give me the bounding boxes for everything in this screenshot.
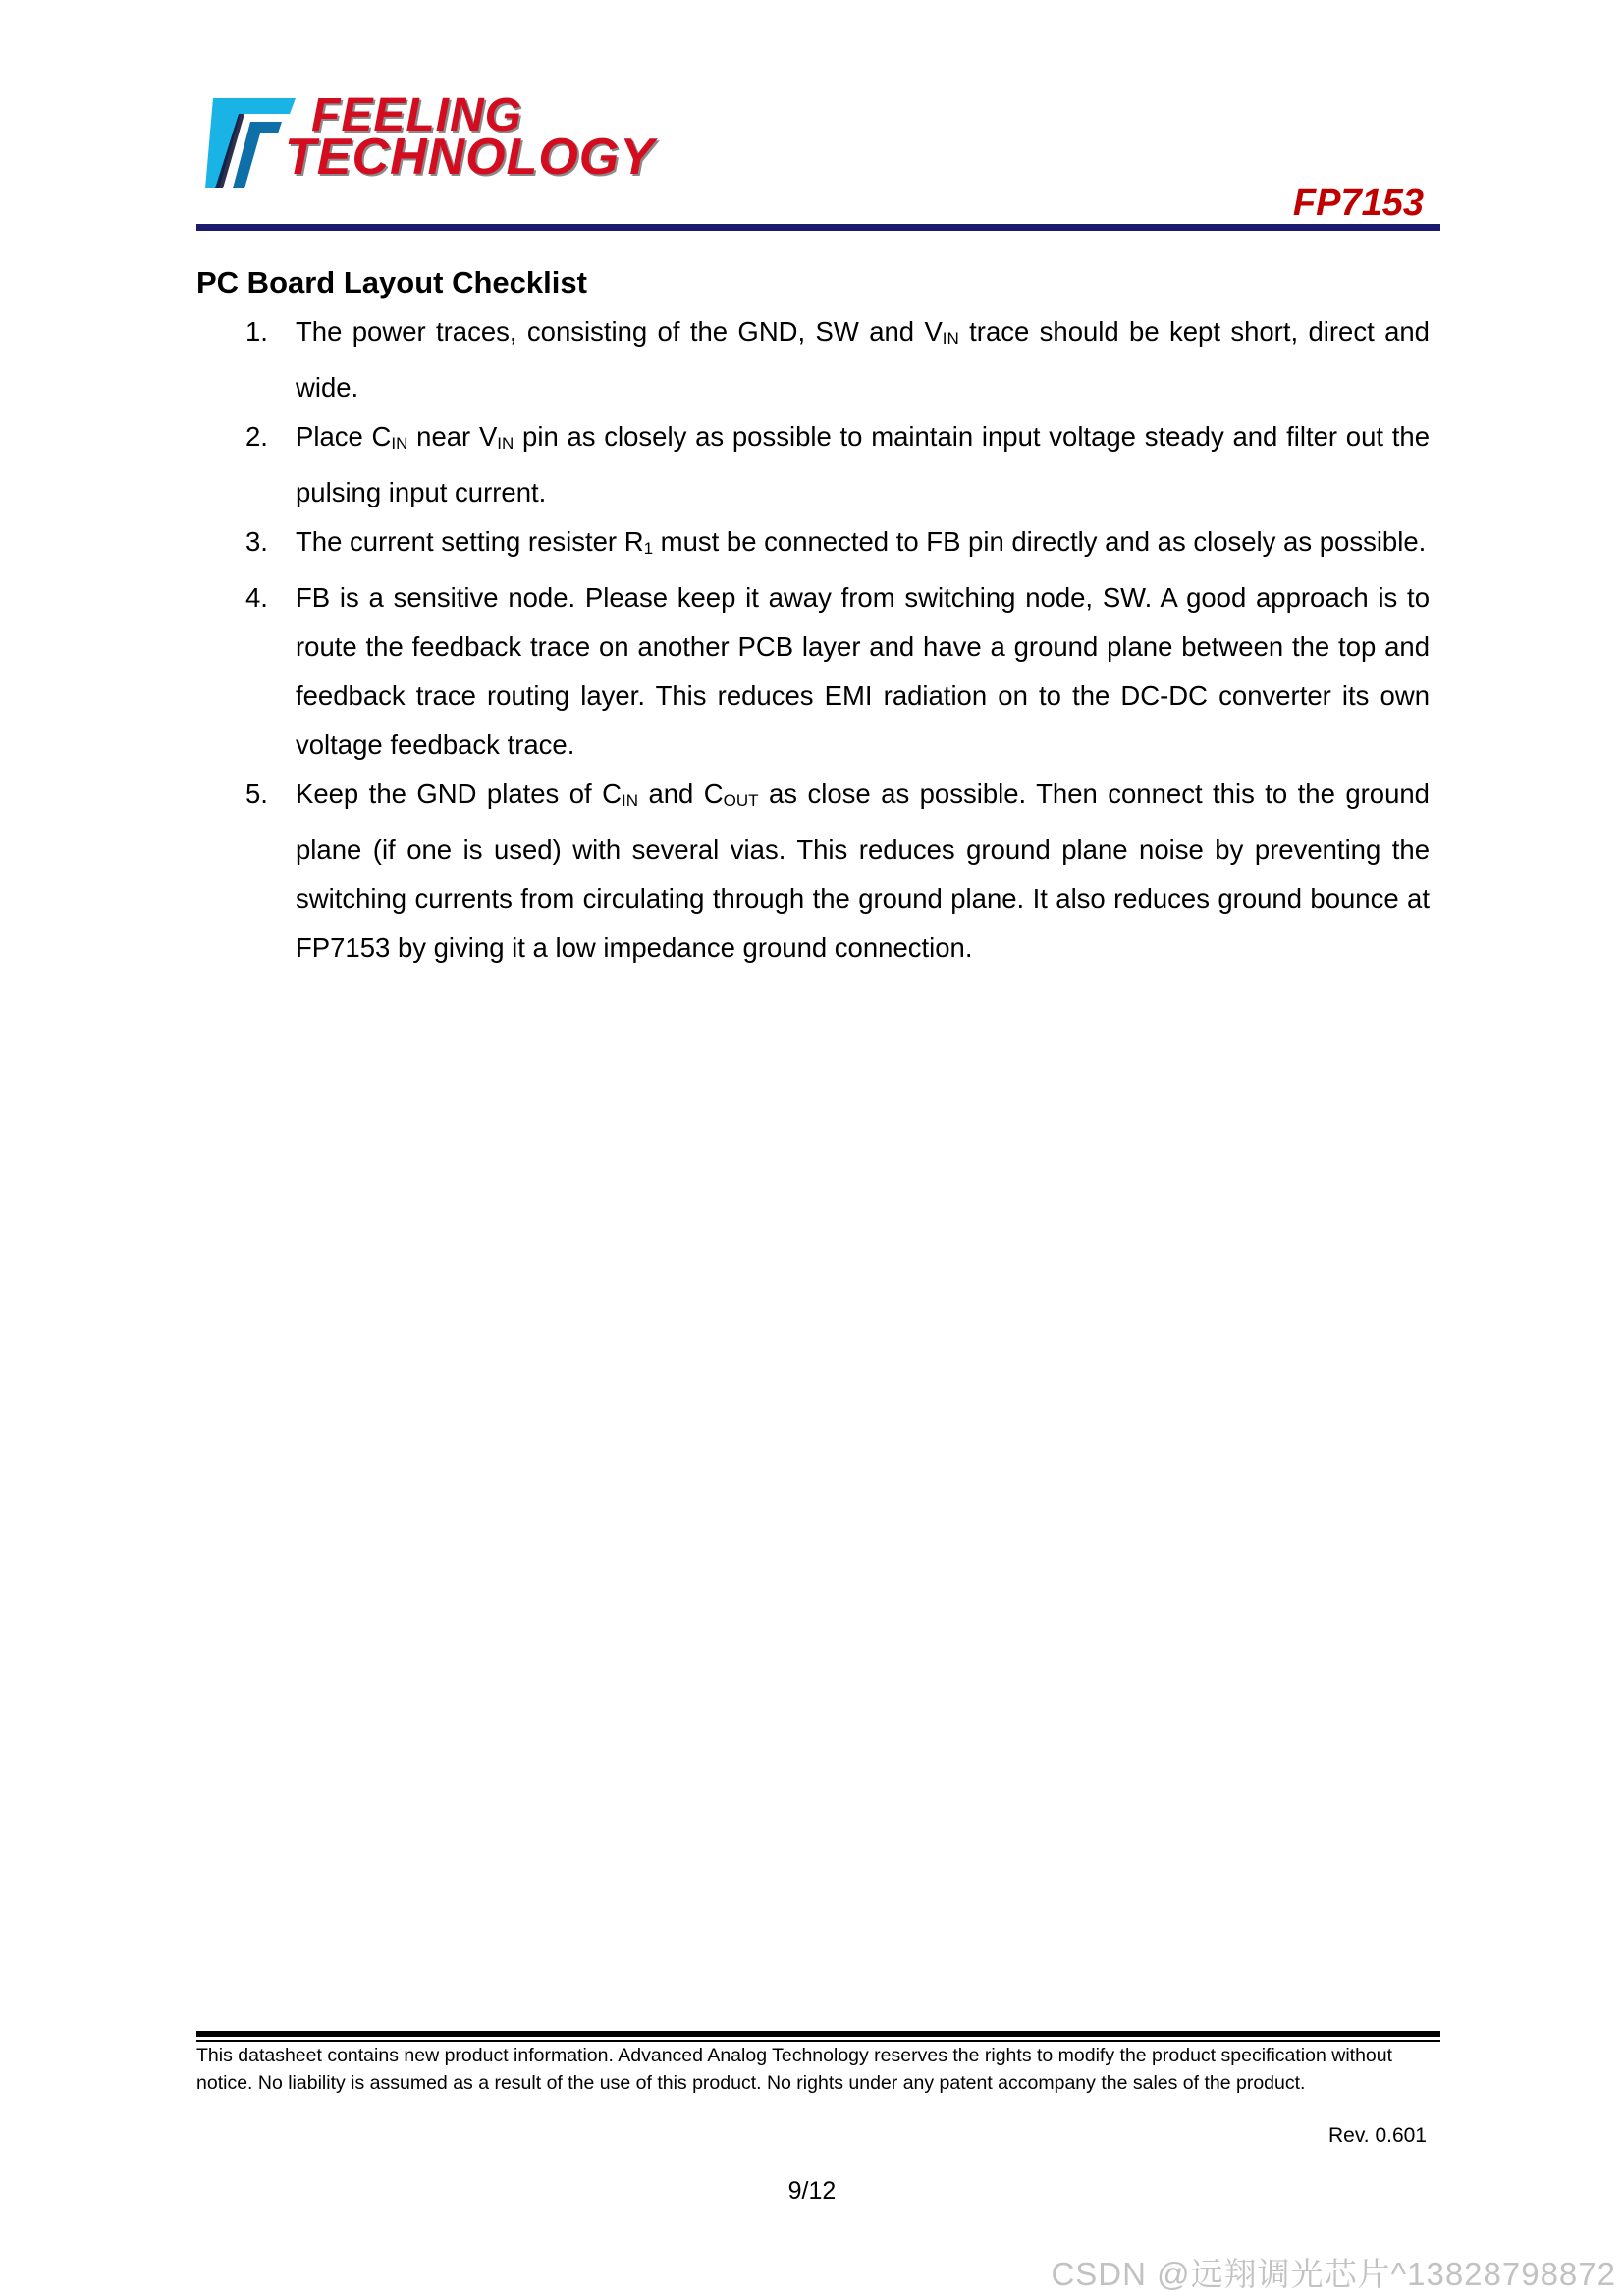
- part-number: FP7153: [1292, 183, 1424, 224]
- checklist-text: near V: [407, 421, 498, 452]
- checklist-text: and C: [638, 778, 724, 809]
- subscript-text: 1: [643, 539, 654, 558]
- subscript-text: IN: [942, 329, 959, 347]
- footer-rule: [196, 2031, 1440, 2037]
- checklist-item: [196, 770, 1430, 973]
- subscript-text: IN: [497, 434, 514, 453]
- checklist-text: FB is a sensitive node. Please keep it away from switching node, SW. A good approach is to route the feedback trace on another PCB layer and have a ground plane between the top and feedback trace routing layer. This reduces EMI radiation on to the DC-DC converter its own voltage feedback trace.: [296, 582, 1430, 760]
- checklist-text: Place C: [296, 421, 392, 452]
- checklist-item: [196, 573, 1430, 770]
- subscript-text: IN: [622, 791, 638, 810]
- checklist-item: [196, 412, 1430, 517]
- checklist-item-number: 3.: [245, 526, 268, 557]
- checklist-text: must be connected to FB pin directly and as closely as possible.: [653, 526, 1427, 557]
- checklist-text: Keep the GND plates of C: [296, 778, 622, 809]
- checklist-text: The current setting resister R: [296, 526, 644, 557]
- checklist-item-number: 4.: [245, 582, 268, 613]
- logo-text-feeling: FEELING: [311, 89, 523, 141]
- checklist-text: as close as possible. Then connect this to the ground plane (if one is used) with several vias. This reduces ground plane noise by preventing the switching currents from circulating through the ground plane. It also reduces ground bounce at FP7153 by giving it a low impedance ground connection.: [296, 778, 1430, 963]
- header-rule: [196, 224, 1440, 231]
- footer-disclaimer: This datasheet contains new product information. Advanced Analog Technology reserves the rights to modify the product specification without notice. No liability is assumed as a result of the use of this product. No rights under any patent accompany the sales of the product.: [196, 2045, 1393, 2094]
- company-logo: [201, 89, 655, 196]
- subscript-text: OUT: [723, 791, 759, 810]
- checklist-item-number: 2.: [245, 421, 268, 452]
- layout-checklist: [196, 307, 1430, 973]
- logo-text-technology: TECHNOLOGY: [285, 129, 655, 186]
- checklist-text: trace should be kept short, direct and wide.: [296, 316, 1430, 402]
- checklist-item-number: 5.: [245, 778, 268, 809]
- checklist-text: The power traces, consisting of the GND, SW and V: [296, 316, 943, 347]
- checklist-item: [196, 517, 1430, 573]
- subscript-text: IN: [391, 434, 408, 453]
- csdn-watermark: CSDN @远翔调光芯片^13828798872: [1051, 2256, 1616, 2292]
- checklist-text: pin as closely as possible to maintain input voltage steady and filter out the pulsing input current.: [296, 421, 1430, 507]
- section-title: PC Board Layout Checklist: [196, 265, 587, 299]
- checklist-item: [196, 307, 1430, 412]
- checklist-item-number: 1.: [245, 316, 268, 347]
- page-number: 9/12: [787, 2177, 837, 2205]
- revision-label: Rev. 0.601: [1327, 2124, 1427, 2147]
